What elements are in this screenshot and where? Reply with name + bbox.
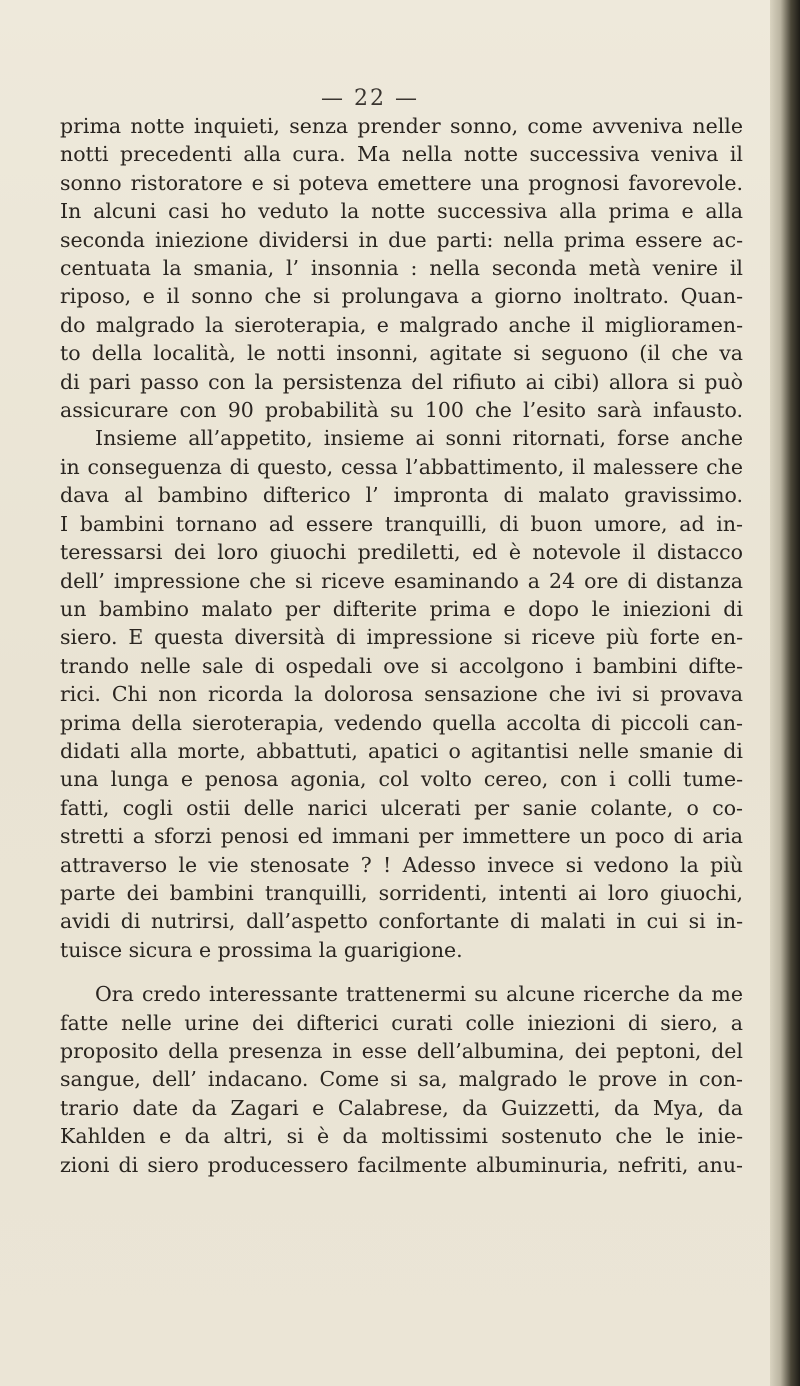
text-line: in conseguenza di questo, cessa l’abbattimento, il malessere che: [60, 454, 743, 479]
text-line: to della località, le notti insonni, agitate si seguono (il che va: [60, 341, 743, 366]
text-line: zioni di siero producessero facilmente albuminuria, nefriti, anu-: [60, 1152, 743, 1177]
text-line: fatte nelle urine dei difterici curati colle iniezioni di siero, a: [60, 1010, 743, 1035]
text-line: Kahlden e da altri, si è da moltissimi sostenuto che le inie-: [60, 1124, 743, 1149]
text-line: assicurare con 90 probabilità su 100 che l’esito sarà infausto.: [60, 398, 743, 423]
text-line: I bambini tornano ad essere tranquilli, di buon umore, ad in-: [60, 511, 743, 536]
page-number: — 22 —: [321, 86, 419, 111]
text-line: rici. Chi non ricorda la dolorosa sensazione che ivi si provava: [60, 682, 743, 707]
text-line: do malgrado la sieroterapia, e malgrado anche il miglioramen-: [60, 312, 743, 337]
text-line: un bambino malato per difterite prima e dopo le iniezioni di: [60, 596, 743, 621]
text-line: sonno ristoratore e si poteva emettere una prognosi favorevole.: [60, 170, 743, 195]
text-line: didati alla morte, abbattuti, apatici o agitantisi nelle smanie di: [60, 738, 743, 763]
text-line: attraverso le vie stenosate ? ! Adesso invece si vedono la più: [60, 852, 743, 877]
text-line: prima notte inquieti, senza prender sonno, come avveniva nelle: [60, 114, 743, 138]
text-line: centuata la smania, l’ insonnia : nella seconda metà venire il: [60, 256, 743, 281]
paragraph: [60, 980, 743, 1179]
body-text: [60, 112, 743, 1179]
text-line: una lunga e penosa agonia, col volto cereo, con i colli tume-: [60, 767, 743, 792]
text-line: sangue, dell’ indacano. Come si sa, malgrado le prove in con-: [60, 1067, 743, 1092]
text-line: proposito della presenza in esse dell’albumina, dei peptoni, del: [60, 1039, 743, 1063]
text-line: tuisce sicura e prossima la guarigione.: [60, 937, 463, 962]
text-line: Ora credo interessante trattenermi su alcune ricerche da me: [95, 982, 743, 1007]
text-line: riposo, e il sonno che si prolungava a giorno inoltrato. Quan-: [60, 284, 743, 309]
text-line: trando nelle sale di ospedali ove si accolgono i bambini difte-: [60, 653, 743, 678]
paragraph: [60, 424, 743, 964]
text-line: In alcuni casi ho veduto la notte successiva alla prima e alla: [60, 199, 743, 224]
text-line: di pari passo con la persistenza del rifiuto ai cibi) allora si può: [60, 369, 743, 394]
text-line: trario date da Zagari e Calabrese, da Guizzetti, da Mya, da: [60, 1095, 743, 1120]
text-line: dell’ impressione che si riceve esaminando a 24 ore di distanza: [60, 568, 743, 593]
paragraph: [60, 112, 743, 424]
text-line: stretti a sforzi penosi ed immani per immettere un poco di aria: [60, 824, 743, 849]
page-binding-edge: [770, 0, 800, 1386]
text-line: notti precedenti alla cura. Ma nella notte successiva veniva il: [60, 142, 743, 167]
text-line: parte dei bambini tranquilli, sorridenti, intenti ai loro giuochi,: [60, 880, 743, 905]
text-line: avidi di nutrirsi, dall’aspetto confortante di malati in cui si in-: [60, 909, 743, 934]
text-line: teressarsi dei loro giuochi prediletti, ed è notevole il distacco: [60, 540, 743, 565]
text-line: siero. E questa diversità di impressione si riceve più forte en-: [60, 625, 743, 650]
text-line: dava al bambino difterico l’ impronta di malato gravissimo.: [60, 483, 743, 508]
text-line: fatti, cogli ostii delle narici ulcerati per sanie colante, o co-: [60, 795, 743, 820]
text-line: seconda iniezione dividersi in due parti: nella prima essere ac-: [60, 227, 743, 252]
text-line: prima della sieroterapia, vedendo quella accolta di piccoli can-: [60, 710, 743, 735]
text-line: Insieme all’appetito, insieme ai sonni ritornati, forse anche: [95, 426, 743, 451]
